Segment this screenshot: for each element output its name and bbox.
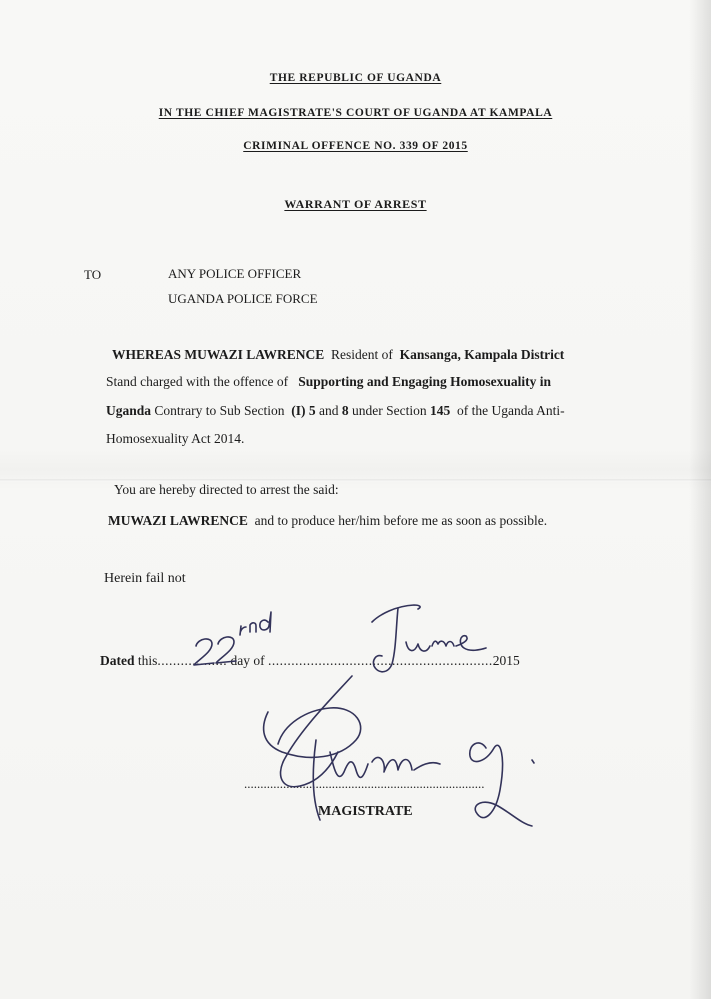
header-case-number: CRIMINAL OFFENCE NO. 339 OF 2015: [243, 140, 468, 152]
whereas-line: WHEREAS MUWAZI LAWRENCE Resident of Kansanga, Kampala District: [112, 347, 565, 362]
header-court: IN THE CHIEF MAGISTRATE'S COURT OF UGANDA AT KAMPALA: [158, 107, 553, 119]
charge-line: Stand charged with the offence of Supporting and Engaging Homosexuality in: [106, 374, 552, 389]
magistrate-label: MAGISTRATE: [318, 804, 413, 819]
to-label: TO: [84, 267, 102, 282]
dated-line: Dated this.................. day of ..........................................................2015: [100, 653, 520, 668]
addressee-line-1: ANY POLICE OFFICER: [168, 266, 302, 281]
act-line: Homosexuality Act 2014.: [106, 431, 245, 446]
signature-dots: ..........................................................................: [244, 776, 485, 791]
addressee-line-2: UGANDA POLICE FORCE: [168, 291, 318, 306]
statute-line: Uganda Contrary to Sub Section (I) 5 and 8 under Section 145 of the Uganda Anti-: [106, 403, 565, 418]
document-title: WARRANT OF ARREST: [284, 197, 427, 211]
paper-fold: [0, 479, 711, 482]
directive-name-line: MUWAZI LAWRENCE and to produce her/him before me as soon as possible.: [108, 513, 548, 528]
herein-fail-not: Herein fail not: [104, 571, 186, 586]
header-republic: THE REPUBLIC OF UGANDA: [269, 72, 442, 84]
directive-line: You are hereby directed to arrest the said:: [114, 482, 339, 497]
